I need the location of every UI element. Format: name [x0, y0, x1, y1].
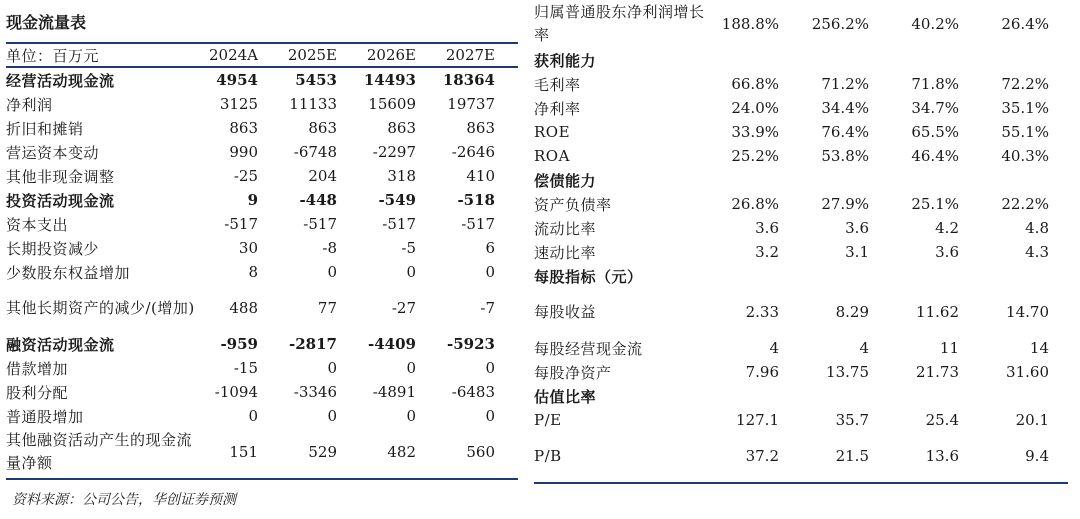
cell-value: 22.2%: [1001, 195, 1049, 213]
source-note: 资料来源：公司公告，华创证券预测: [12, 492, 236, 508]
row-label: ROA: [534, 147, 570, 165]
cell-value: -25: [233, 167, 258, 185]
row-label: 每股收益: [534, 302, 597, 321]
cell-value: 4954: [216, 71, 258, 89]
table-row: [534, 120, 1068, 144]
table-row: [6, 284, 518, 332]
cell-value: 25.1%: [911, 195, 959, 213]
cell-value: 11: [939, 339, 959, 357]
row-label: 其他融资活动产生的现金流量净额: [6, 431, 193, 472]
ratio-body: [534, 0, 1068, 480]
table-row: [6, 260, 518, 284]
table-title: 现金流量表: [6, 12, 87, 32]
cell-value: 4.3: [1025, 243, 1049, 261]
cell-value: -4409: [368, 335, 416, 353]
table-row: [534, 408, 1068, 432]
cell-value: 11133: [289, 95, 337, 113]
cell-value: 77: [317, 299, 337, 317]
row-label: 普通股增加: [6, 407, 84, 426]
table-row: [534, 72, 1068, 96]
cell-value: 4.8: [1025, 219, 1049, 237]
cell-value: 3.1: [845, 243, 869, 261]
cell-value: 71.2%: [821, 75, 869, 93]
table-row: [6, 188, 518, 212]
row-label: P/E: [534, 411, 562, 429]
cell-value: 863: [308, 119, 337, 137]
cell-value: 76.4%: [821, 123, 869, 141]
cell-value: -518: [457, 191, 495, 209]
row-label: 毛利率: [534, 75, 581, 94]
cell-value: 0: [485, 263, 495, 281]
cell-value: 188.8%: [721, 15, 779, 33]
row-label: 投资活动现金流: [6, 191, 115, 210]
cell-value: 21.5: [835, 447, 869, 465]
table-row: [534, 336, 1068, 360]
cell-value: 13.75: [826, 363, 869, 381]
row-label: 流动比率: [534, 219, 597, 238]
cell-value: 4: [769, 339, 779, 357]
cell-value: -27: [391, 299, 416, 317]
cell-value: 14.70: [1006, 303, 1049, 321]
cell-value: 53.8%: [821, 147, 869, 165]
row-label: 借款增加: [6, 359, 69, 378]
table-row: [534, 432, 1068, 480]
cell-value: 0: [327, 263, 337, 281]
cell-value: 30: [238, 239, 258, 257]
table-row: [534, 192, 1068, 216]
cell-value: -448: [299, 191, 337, 209]
cell-value: 26.8%: [731, 195, 779, 213]
cell-value: -517: [461, 215, 495, 233]
cell-value: 863: [229, 119, 258, 137]
row-label: 资本支出: [6, 215, 69, 234]
cell-value: 18364: [442, 71, 495, 89]
cell-value: 35.1%: [1001, 99, 1049, 117]
row-label: 折旧和摊销: [6, 119, 84, 138]
cell-value: 37.2: [745, 447, 779, 465]
cell-value: 9: [247, 191, 258, 209]
table-row: [534, 264, 1068, 288]
table-row: [6, 212, 518, 236]
row-label: 资产负债率: [534, 195, 612, 214]
cell-value: 863: [387, 119, 416, 137]
row-label: P/B: [534, 446, 562, 465]
cell-value: -4891: [372, 383, 416, 401]
cell-value: 482: [387, 443, 416, 461]
cell-value: 19737: [447, 95, 495, 113]
cell-value: 0: [327, 407, 337, 425]
row-label: 其他非现金调整: [6, 167, 115, 186]
cell-value: 4.2: [935, 219, 959, 237]
table-row: [534, 96, 1068, 120]
cell-value: -2817: [289, 335, 337, 353]
cell-value: 410: [466, 167, 495, 185]
bottom-rule: [6, 478, 518, 480]
cell-value: 0: [485, 359, 495, 377]
table-row: [6, 92, 518, 116]
cell-value: 26.4%: [1001, 15, 1049, 33]
cell-value: 5453: [295, 71, 337, 89]
cell-value: -5923: [447, 335, 495, 353]
cell-value: 0: [406, 263, 416, 281]
cell-value: -1094: [214, 383, 258, 401]
cell-value: 24.0%: [731, 99, 779, 117]
cell-value: 20.1: [1015, 411, 1049, 429]
cell-value: 33.9%: [731, 123, 779, 141]
table-row: [6, 332, 518, 356]
header-row: [6, 42, 518, 68]
cell-value: 863: [466, 119, 495, 137]
cell-value: 27.9%: [821, 195, 869, 213]
row-label: 长期投资减少: [6, 239, 100, 258]
table-row: [6, 116, 518, 140]
row-label: 偿债能力: [534, 171, 597, 190]
row-label: 归属普通股东净利润增长率: [534, 3, 705, 44]
row-label: 净利润: [6, 95, 53, 114]
bottom-rule: [534, 482, 1068, 484]
table-row: [534, 168, 1068, 192]
cell-value: -8: [322, 239, 337, 257]
cell-value: 318: [387, 167, 416, 185]
table-row: [534, 240, 1068, 264]
row-label: 营运资本变动: [6, 143, 100, 162]
cell-value: 3.2: [755, 243, 779, 261]
row-label: 经营活动现金流: [6, 71, 115, 90]
table-row: [534, 216, 1068, 240]
cell-value: 0: [327, 359, 337, 377]
cell-value: 34.4%: [821, 99, 869, 117]
cell-value: 4: [859, 339, 869, 357]
cell-value: 6: [485, 239, 495, 257]
cell-value: -5: [401, 239, 416, 257]
cell-value: 15609: [368, 95, 416, 113]
cell-value: 560: [466, 443, 495, 461]
row-label: 股利分配: [6, 383, 69, 402]
cell-value: 46.4%: [911, 147, 959, 165]
cell-value: 9.4: [1025, 447, 1049, 465]
cell-value: -15: [233, 359, 258, 377]
cell-value: 34.7%: [911, 99, 959, 117]
row-label: 估值比率: [534, 387, 597, 406]
table-row: [534, 360, 1068, 384]
year-header: 2026E: [366, 46, 416, 64]
cell-value: 488: [229, 299, 258, 317]
cell-value: 0: [406, 407, 416, 425]
cell-value: 3125: [219, 95, 258, 113]
cell-value: 990: [229, 143, 258, 161]
cell-value: 0: [406, 359, 416, 377]
cell-value: -517: [303, 215, 337, 233]
cell-value: 55.1%: [1001, 123, 1049, 141]
cell-value: 21.73: [916, 363, 959, 381]
row-label: 每股经营现金流: [534, 339, 643, 358]
cell-value: 25.2%: [731, 147, 779, 165]
cell-value: 7.96: [745, 363, 779, 381]
cell-value: 11.62: [916, 303, 959, 321]
row-label: 获利能力: [534, 51, 597, 70]
table-row: [6, 428, 518, 476]
cell-value: 14: [1029, 339, 1049, 357]
cell-value: 40.3%: [1001, 147, 1049, 165]
cell-value: 14493: [363, 71, 416, 89]
cell-value: 204: [308, 167, 337, 185]
cell-value: 3.6: [845, 219, 869, 237]
cell-value: 151: [229, 443, 258, 461]
row-label: 少数股东权益增加: [6, 263, 131, 282]
cell-value: 66.8%: [731, 75, 779, 93]
cell-value: 0: [248, 407, 258, 425]
table-row: [6, 380, 518, 404]
cell-value: 31.60: [1006, 363, 1049, 381]
row-label: 每股指标（元）: [534, 267, 643, 286]
table-row: [6, 68, 518, 92]
cell-value: 2.33: [745, 303, 779, 321]
cell-value: 40.2%: [911, 15, 959, 33]
ratio-table: [534, 0, 1068, 484]
table-row: [6, 404, 518, 428]
row-label: ROE: [534, 123, 571, 141]
cell-value: -6748: [293, 143, 337, 161]
table-row: [534, 384, 1068, 408]
cell-value: -3346: [293, 383, 337, 401]
row-label: 其他长期资产的减少/(增加): [6, 298, 195, 317]
cashflow-table: [6, 0, 518, 480]
cell-value: 13.6: [925, 447, 959, 465]
cell-value: 0: [485, 407, 495, 425]
cell-value: 35.7: [835, 411, 869, 429]
cell-value: 8.29: [835, 303, 869, 321]
unit-label: 单位：百万元: [6, 46, 100, 65]
row-label: 速动比率: [534, 243, 597, 262]
cell-value: 65.5%: [911, 123, 959, 141]
cell-value: 127.1: [736, 411, 779, 429]
cell-value: 72.2%: [1001, 75, 1049, 93]
cell-value: -2297: [372, 143, 416, 161]
table-row: [534, 0, 1068, 48]
table-row: [534, 288, 1068, 336]
cell-value: 529: [308, 443, 337, 461]
table-row: [6, 356, 518, 380]
cell-value: -549: [378, 191, 416, 209]
row-label: 净利率: [534, 99, 581, 118]
cell-value: 3.6: [935, 243, 959, 261]
year-header: 2025E: [287, 46, 337, 64]
cell-value: 256.2%: [811, 15, 869, 33]
year-header: 2027E: [445, 46, 495, 64]
cell-value: 25.4: [925, 411, 959, 429]
row-label: 融资活动现金流: [6, 335, 115, 354]
cell-value: 71.8%: [911, 75, 959, 93]
cell-value: 3.6: [755, 219, 779, 237]
cell-value: -6483: [451, 383, 495, 401]
cell-value: -517: [224, 215, 258, 233]
year-header: 2024A: [208, 46, 258, 64]
table-row: [6, 140, 518, 164]
row-label: 每股净资产: [534, 363, 612, 382]
table-row: [534, 144, 1068, 168]
table-row: [6, 164, 518, 188]
cell-value: -517: [382, 215, 416, 233]
cell-value: 8: [248, 263, 258, 281]
cell-value: -2646: [451, 143, 495, 161]
table-row: [534, 48, 1068, 72]
cell-value: -7: [480, 299, 495, 317]
cell-value: -959: [220, 335, 258, 353]
cashflow-body: [6, 68, 518, 476]
table-row: [6, 236, 518, 260]
